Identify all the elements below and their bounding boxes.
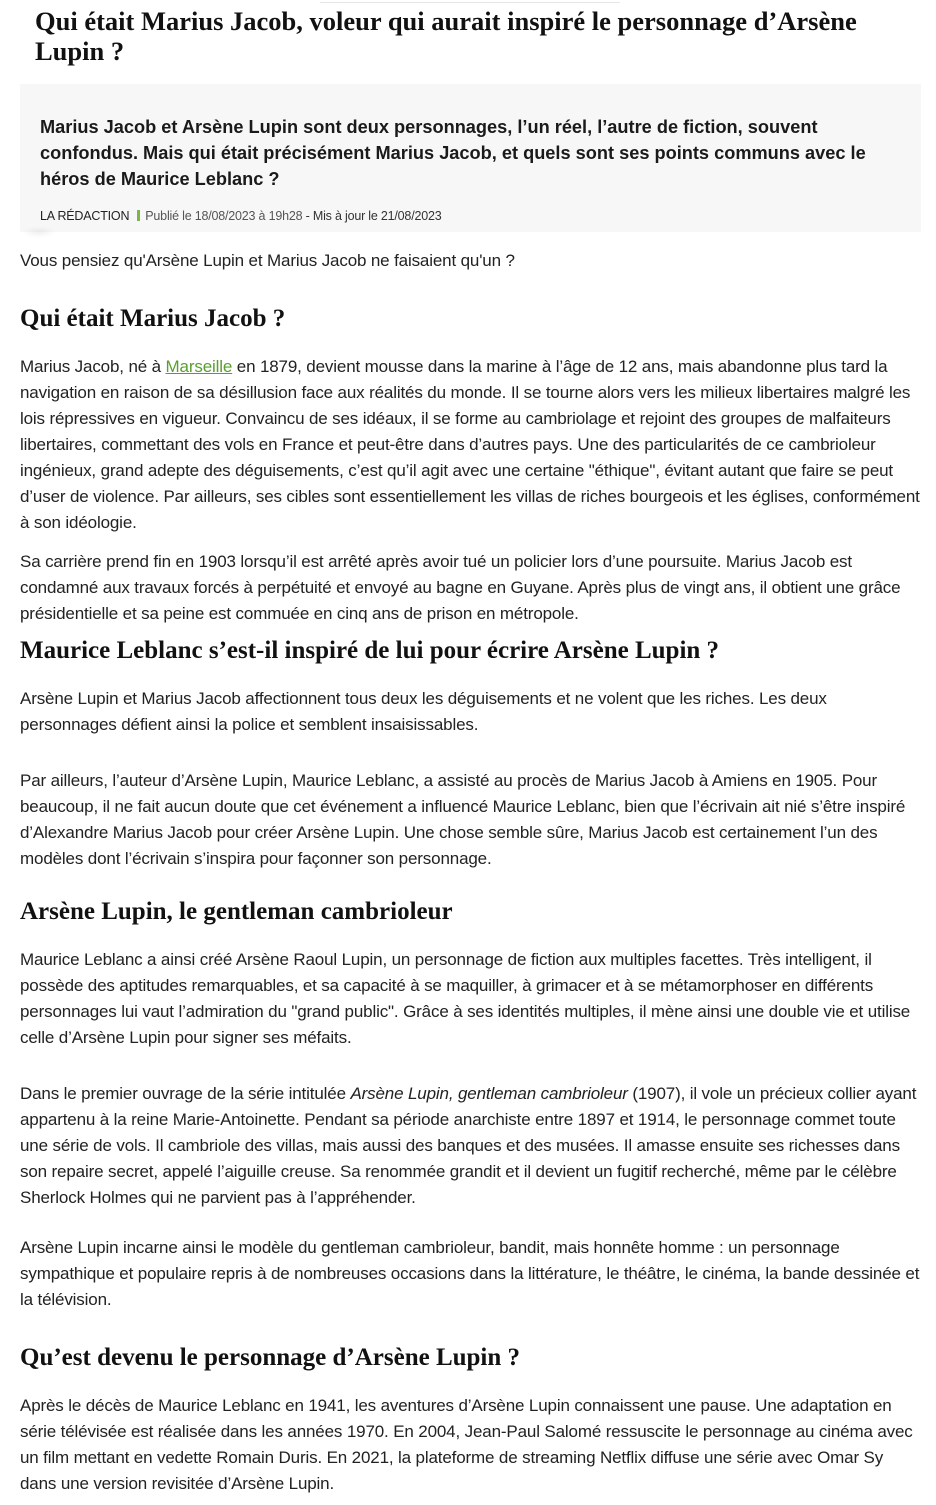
section-heading-lupin-legacy: Qu’est devenu le personnage d’Arsène Lupin ?: [20, 1344, 521, 1371]
meta-separator: [137, 210, 140, 221]
article-title: Qui était Marius Jacob, voleur qui aurait inspiré le personnage d’Arsène Lupin ?: [35, 6, 857, 66]
updated-date: - Mis à jour le 21/08/2023: [302, 209, 442, 223]
intro-paragraph: Vous pensiez qu'Arsène Lupin et Marius Jacob ne faisaient qu'un ?: [20, 251, 515, 270]
paragraph-lupin-character: Maurice Leblanc a ainsi créé Arsène Raoul Lupin, un personnage de fiction aux multiples facettes. Très intelligent, il possède des aptitudes remarquables, et sa capacité à se maquiller, à grimacer et à se métamorphoser en différents personnages lui vaut l’admiration du "grand public". Grâce à ses identités multiples, il mène ainsi une double vie et utilise celle d’Arsène Lupin pour signer ses méfaits.: [20, 950, 911, 1047]
paragraph-marius-jacob-arrest: Sa carrière prend fin en 1903 lorsqu’il est arrêté après avoir tué un policier lors d’une poursuite. Marius Jacob est condamné aux travaux forcés à perpétuité et envoyé au bagne en Guyane. Après plus de vingt ans, il obtient une grâce présidentielle et sa peine est commuée en cinq ans de prison en métropole.: [20, 552, 901, 623]
section-heading-gentleman-cambrioleur: Arsène Lupin, le gentleman cambrioleur: [20, 898, 453, 925]
article-meta: [40, 208, 900, 224]
paragraph-first-book: [20, 1081, 922, 1211]
article-summary: Marius Jacob et Arsène Lupin sont deux personnages, l’un réel, l’autre de fiction, souvent confondus. Mais qui était précisément Marius Jacob, et quels sont ses points communs avec le héros de Maurice Leblanc ?: [40, 117, 866, 189]
decorative-shadow: [22, 226, 56, 238]
published-date: Publié le 18/08/2023 à 19h28: [145, 209, 303, 223]
paragraph-text: en 1879, devient mousse dans la marine à l’âge de 12 ans, mais abandonne plus tard la navigation en raison de sa désillusion face aux réalités du monde. Il se tourne alors vers les milieux libertaires malgré les lois répressives en vigueur. Convaincu de ses idéaux, il se forme au cambriolage et rejoint des groupes de malfaiteurs libertaires, commettant des vols en France et peut-être dans d’autres pays. Une des particularités de ce cambrioleur ingénieux, grand adepte des déguisements, c’est qu’il agit avec une certaine "éthique", évitant autant que faire se peut d’user de violence. Par ailleurs, ses cibles sont essentiellement les villas de riches bourgeois et les églises, conformément à son idéologie.: [20, 357, 920, 532]
paragraph-text: Marius Jacob, né à: [20, 357, 166, 376]
author-link[interactable]: LA RÉDACTION: [40, 209, 130, 223]
paragraph-text: (1907), il vole un précieux collier ayant appartenu à la reine Marie-Antoinette. Pendant sa période anarchiste entre 1897 et 1914, le personnage commet toute une série de vols. Il cambriole des villas, mais aussi des banques et des musées. Il amasse ensuite ses richesses dans son repaire secret, appelé l’aiguille creuse. Sa renommée grandit et il devient un fugitif recherché, même par le célèbre Sherlock Holmes qui ne parvient pas à l’appréhender.: [20, 1084, 917, 1207]
paragraph-marius-jacob-bio: [20, 354, 922, 536]
book-title: Arsène Lupin, gentleman cambrioleur: [350, 1084, 628, 1103]
paragraph-lupin-model: Arsène Lupin incarne ainsi le modèle du gentleman cambrioleur, bandit, mais honnête homme : un personnage sympathique et populaire repris à de nombreuses occasions dans la littérature, le théâtre, le cinéma, la bande dessinée et la télévision.: [20, 1238, 920, 1309]
article-summary-box: [20, 84, 921, 232]
paragraph-lupin-adaptations: Après le décès de Maurice Leblanc en 1941, les aventures d’Arsène Lupin connaissent une pause. Une adaptation en série télévisée est réalisée dans les années 1970. En 2004, Jean-Paul Salomé ressuscite le personnage au cinéma avec un film mettant en vedette Romain Duris. En 2021, la plateforme de streaming Netflix diffuse une série avec Omar Sy dans une version revisitée d’Arsène Lupin.: [20, 1396, 913, 1493]
paragraph-text: Dans le premier ouvrage de la série intitulée: [20, 1084, 351, 1103]
section-heading-leblanc-inspiration: Maurice Leblanc s’est-il inspiré de lui pour écrire Arsène Lupin ?: [20, 637, 720, 664]
paragraph-trial-amiens: Par ailleurs, l’auteur d’Arsène Lupin, Maurice Leblanc, a assisté au procès de Marius Jacob à Amiens en 1905. Pour beaucoup, il ne fait aucun doute que cet événement a influencé Maurice Leblanc, bien que l’écrivain ait nié s’être inspiré d’Alexandre Marius Jacob pour créer Arsène Lupin. Une chose semble sûre, Marius Jacob est certainement l’un des modèles dont l’écrivain s’inspira pour façonner son personnage.: [20, 771, 906, 868]
section-heading-marius-jacob: Qui était Marius Jacob ?: [20, 305, 286, 332]
paragraph-common-points: Arsène Lupin et Marius Jacob affectionnent tous deux les déguisements et ne volent que les riches. Les deux personnages défient ainsi la police et semblent insaisissables.: [20, 689, 827, 734]
marseille-link[interactable]: Marseille: [165, 357, 233, 376]
top-divider: [320, 2, 620, 3]
